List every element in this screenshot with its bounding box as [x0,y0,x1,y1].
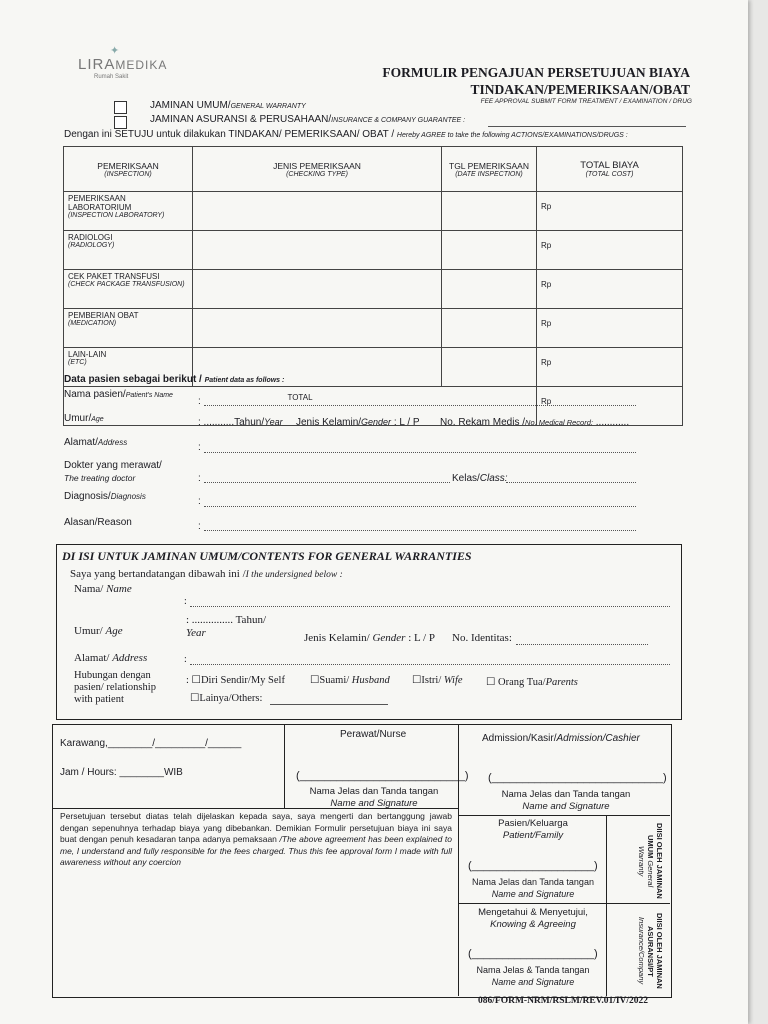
agree-text: Dengan ini SETUJU untuk dilakukan TINDAKAN/ PEMERIKSAAN/ OBAT / [64,129,395,140]
header-checking-type: JENIS PEMERIKSAAN (CHECKING TYPE) [193,147,442,192]
reason-label: Alasan/Reason [64,517,132,528]
doctor-label: Dokter yang merawat/ The treating doctor [64,460,162,483]
row-cost-cell[interactable]: Rp [537,270,683,309]
table-row [64,309,683,348]
header-inspection: PEMERIKSAAN (INSPECTION) [64,147,193,192]
table-row [64,192,683,231]
divider [458,724,459,996]
colon: : [184,596,187,607]
row-label: PEMERIKSAAN LABORATORIUM (INSPECTION LABORATORY) [64,192,193,231]
header-date: TGL PEMERIKSAAN (DATE INSPECTION) [442,147,537,192]
divider [606,815,607,996]
row-label: CEK PAKET TRANSFUSI (CHECK PACKAGE TRANSFUSION) [64,270,193,309]
colon: : [198,442,201,453]
hospital-logo [78,44,188,84]
diagnosis-field[interactable] [204,506,636,507]
family-sign-caption: Nama Jelas dan Tanda tangan Name and Signature [472,877,594,899]
agree-en: Hereby AGREE to take the following ACTIONS/EXAMINATIONS/DRUGS : [396,132,628,139]
general-warranty-checkbox[interactable] [114,101,127,114]
table-row [64,231,683,270]
patient-name-field[interactable] [204,405,636,406]
row-cost-cell[interactable]: Rp [537,348,683,387]
general-id-field[interactable] [516,644,648,645]
relation-self-option[interactable]: : ☐Diri Sendir/My Self [186,675,285,686]
doctor-field[interactable] [204,482,450,483]
nurse-signature-field[interactable]: (___________________________) [296,770,469,782]
patient-mr-field[interactable]: No. Rekam Medis /No. Medical Record: ............ [440,417,630,428]
row-type-cell[interactable] [193,231,442,270]
side-label-general: DIISI OLEH JAMINAN UMUM General Warranty [637,823,664,899]
general-intro: Saya yang bertandatangan dibawah ini /I the undersigned below : [70,568,343,580]
relation-others-option[interactable]: ☐Lainya/Others: [190,693,263,704]
row-type-cell[interactable] [193,192,442,231]
family-label: Pasien/Keluarga Patient/Family [498,818,568,841]
logo-brand-a: LIRA [78,56,116,73]
logo-brand-b: MEDIKA [115,58,168,72]
colon: : [198,521,201,532]
colon: : [198,496,201,507]
karawang-date[interactable]: Karawang,________/_________/______ [60,738,242,749]
general-warranty-en: GENERAL WARRANTY [230,103,306,110]
divider [458,903,670,904]
divider [284,724,285,808]
insurance-checkbox[interactable] [114,116,127,129]
insurance-en: INSURANCE & COMPANY GUARANTEE : [331,117,466,124]
general-warranty-text: JAMINAN UMUM/ [150,100,231,111]
row-label: PEMBERIAN OBAT (MEDICATION) [64,309,193,348]
hours-field[interactable]: Jam / Hours: ________WIB [60,767,183,778]
insurance-label [150,114,465,125]
patient-age-field[interactable]: : ...........Tahun/Year [198,417,283,428]
total-cost-cell[interactable]: Rp [537,387,683,426]
colon: : [184,654,187,665]
general-warranty-label [150,100,306,111]
relation-others-field[interactable] [270,704,388,705]
admission-sign-caption: Nama Jelas dan Tanda tangan Name and Signature [501,789,631,812]
class-field[interactable] [506,482,636,483]
relation-wife-option[interactable]: ☐Istri/ Wife [412,675,463,686]
row-date-cell[interactable] [442,309,537,348]
row-date-cell[interactable] [442,270,537,309]
agree-line [64,129,628,140]
title-line2: TINDAKAN/PEMERIKSAAN/OBAT [470,82,690,97]
nurse-sign-caption: Nama Jelas dan Tanda tangan Name and Signature [309,786,439,809]
patient-address-field[interactable] [204,452,636,453]
patient-heading: Data pasien sebagai berikut / Patient data as follows : [64,374,285,385]
colon: : [198,396,201,407]
table-header-row [64,147,683,192]
row-cost-cell[interactable]: Rp [537,309,683,348]
form-code: 086/FORM-NRM/RSLM/REV.01/IV/2022 [478,996,649,1006]
row-label: LAIN-LAIN (ETC) [64,348,193,387]
general-name-label: Nama/ Name [74,583,132,595]
general-address-label: Alamat/ Address [74,652,148,664]
admission-signature-field[interactable]: (____________________________) [488,772,667,784]
admission-label: Admission/Kasir/Admission/Cashier [482,733,640,744]
general-year-field[interactable]: : ............... Tahun/ [186,614,266,626]
class-label: Kelas/Class: [452,473,508,484]
knowing-label: Mengetahui & Menyetujui, Knowing & Agreeing [478,907,588,930]
relation-husband-option[interactable]: ☐Suami/ Husband [310,675,390,686]
patient-address-label: Alamat/Address [64,437,128,448]
logo-mark-icon: ✦ [110,45,120,57]
patient-gender-field[interactable]: Jenis Kelamin/Gender : L / P [296,417,420,428]
general-section-title: DI ISI UNTUK JAMINAN UMUM/CONTENTS FOR GENERAL WARRANTIES [62,549,472,563]
general-name-field[interactable] [190,606,670,607]
row-date-cell[interactable] [442,348,537,387]
side-label-insurance: DIISI OLEH JAMINAN ASURANSI/PT Insurance/Company [637,913,664,989]
reason-field[interactable] [204,530,636,531]
row-label: RADIOLOGI (RADIOLOGY) [64,231,193,270]
guarantor-sign-caption: Nama Jelas & Tanda tangan Name and Signature [476,965,590,987]
row-type-cell[interactable] [193,309,442,348]
logo-sub: Rumah Sakit [94,74,129,80]
row-date-cell[interactable] [442,231,537,270]
title-line1: FORMULIR PENGAJUAN PERSETUJUAN BIAYA [382,65,690,80]
relation-parents-option[interactable]: ☐ Orang Tua/Parents [486,677,578,688]
form-title [360,64,690,98]
general-gender-field[interactable]: Jenis Kelamin/ Gender : L / P [304,632,435,644]
table-row [64,270,683,309]
row-date-cell[interactable] [442,192,537,231]
general-age-label: Umur/ Age [74,625,123,637]
guarantor-signature-field[interactable]: (____________________) [468,948,598,960]
diagnosis-label: Diagnosis/Diagnosis [64,491,146,502]
header-total-cost: TOTAL BIAYA (TOTAL COST) [537,147,683,192]
total-label: TOTAL [64,387,537,426]
general-address-field[interactable] [190,664,670,665]
row-cost-cell[interactable]: Rp [537,231,683,270]
divider [458,815,670,816]
agreement-text: Persetujuan tersebut diatas telah dijelaskan kepada saya, saya mengerti dan bertanggung jawab dengan sepenuhnya terhadap biaya yang dibebankan. Demikian Formulir persetujuan biaya ini saya buat dengan penuh kesadaran tanpa adanya pemaksaan /The above agreement has been explained to me, I understand and fully responsible for the fees charged. Thus this fee approval form I made with full awareness without any coercion [60,811,452,868]
title-en: FEE APPROVAL SUBMIT FORM TREATMENT / EXAMINATION / DRUG [480,98,692,105]
nurse-label: Perawat/Nurse [340,729,407,740]
relation-label: Hubungan dengan pasien/ relationship with patient [74,670,156,705]
insurance-text: JAMINAN ASURANSI & PERUSAHAAN/ [150,114,332,125]
row-type-cell[interactable] [193,270,442,309]
row-cost-cell[interactable]: Rp [537,192,683,231]
colon: : [198,473,201,484]
general-year-en: Year [186,627,206,639]
insurance-field[interactable] [488,126,686,127]
family-signature-field[interactable]: (____________________) [468,860,598,872]
general-id-label: No. Identitas: [452,632,512,644]
patient-name-label: Nama pasien/Patient's Name [64,389,173,400]
patient-age-label: Umur/Age [64,413,104,424]
